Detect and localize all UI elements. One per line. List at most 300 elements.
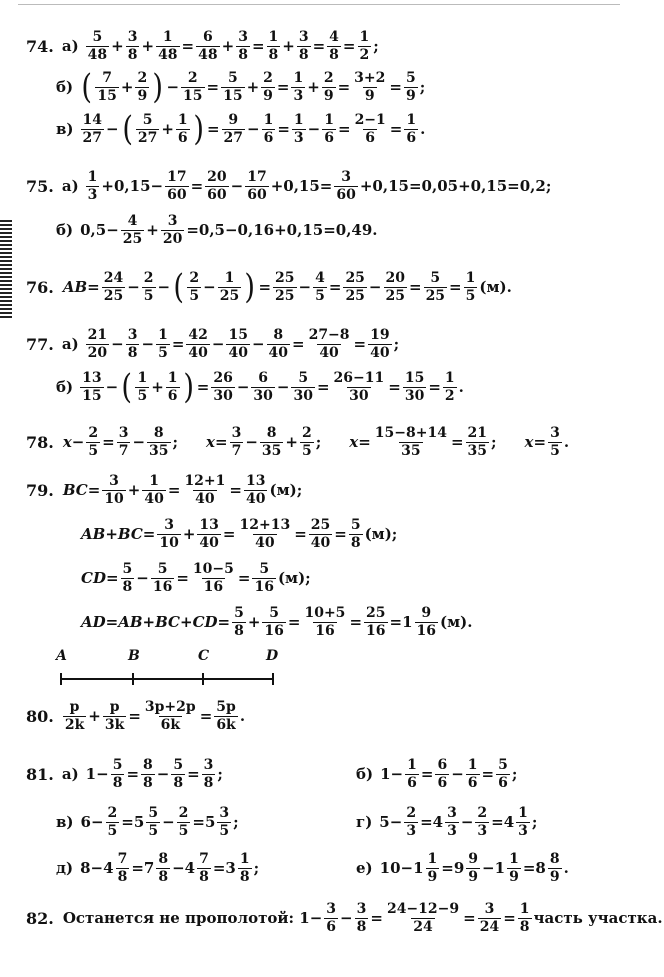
denominator: 30	[349, 387, 369, 404]
operator-text: =	[450, 433, 464, 452]
fraction	[445, 806, 459, 838]
numerator: 21	[467, 425, 487, 441]
denominator: 25	[103, 287, 124, 304]
denominator: 3k	[104, 716, 125, 733]
solution-line	[80, 562, 312, 594]
operator-text: =	[388, 378, 401, 396]
numerator: 2	[406, 805, 417, 821]
operator-text: =	[389, 120, 403, 138]
parenthesis: (	[173, 267, 185, 307]
parenthesis: (	[121, 109, 133, 149]
exercise-number: 75.	[26, 176, 54, 196]
fraction	[384, 271, 407, 303]
numerator: 3	[238, 29, 248, 45]
numerator: 1	[465, 269, 476, 286]
operator-text: ;	[393, 335, 400, 354]
numerator: 1	[177, 111, 188, 128]
operator-text: +0,15−	[101, 177, 164, 196]
numerator: 2	[137, 69, 148, 86]
operator-text: +	[111, 37, 124, 56]
fraction	[334, 170, 357, 202]
fraction	[157, 518, 180, 550]
denominator: 48	[158, 46, 178, 63]
numerator: 5	[259, 561, 270, 577]
operator-text: +	[247, 613, 261, 632]
numerator: 1	[407, 757, 417, 773]
expression	[379, 758, 518, 790]
operator-text: .	[458, 378, 464, 396]
solution-line	[26, 474, 303, 506]
fraction	[464, 271, 478, 303]
fraction	[121, 562, 135, 594]
fraction	[349, 518, 363, 550]
denominator: 60	[247, 186, 267, 203]
solution-line	[56, 806, 240, 838]
fraction	[252, 562, 275, 594]
solution-line	[26, 700, 246, 732]
operator-text: ;	[531, 813, 538, 832]
numerator: 14	[82, 111, 103, 128]
operator-text: x=	[206, 433, 228, 452]
operator-text: =8	[522, 859, 546, 878]
operator-text: =	[251, 37, 265, 56]
tick-b	[132, 673, 134, 685]
fraction	[313, 271, 327, 303]
numerator: 7	[199, 851, 209, 867]
operator-text: 0,5−	[80, 221, 119, 240]
operator-text: =	[292, 335, 305, 354]
denominator: 8	[234, 622, 244, 639]
fraction	[156, 30, 179, 62]
operator-text: −	[236, 378, 250, 396]
segment-line	[60, 678, 274, 680]
fraction	[86, 170, 100, 202]
operator-text: AB=	[62, 278, 100, 296]
denominator: 25	[122, 230, 143, 247]
expression	[85, 328, 400, 360]
denominator: 8	[356, 918, 367, 935]
fraction	[121, 214, 144, 246]
numerator: 1	[509, 851, 519, 867]
operator-text: −	[141, 335, 155, 354]
operator-text: −	[451, 765, 464, 784]
fraction	[322, 71, 336, 103]
numerator: 3+2	[354, 69, 386, 86]
numerator: 1	[519, 901, 530, 917]
operator-text: AB+BC=	[81, 525, 156, 544]
operator-text: −	[166, 78, 180, 96]
fraction	[86, 30, 109, 62]
denominator: 16	[416, 622, 436, 639]
solution-line	[26, 426, 570, 458]
fraction	[142, 474, 165, 506]
numerator: 3	[484, 901, 495, 917]
operator-text: AD=AB+BC+CD=	[81, 613, 231, 632]
denominator: 48	[198, 46, 218, 63]
operator-text: =	[312, 37, 326, 56]
fraction	[332, 371, 387, 403]
operator-text: 1−	[85, 765, 109, 784]
denominator: 6	[407, 774, 417, 791]
numerator: 1	[359, 29, 370, 45]
denominator: 3	[477, 822, 488, 839]
fraction	[226, 328, 249, 360]
fraction	[232, 606, 246, 638]
tick-c	[202, 673, 204, 685]
operator-text: =	[334, 525, 347, 544]
numerator: 5	[350, 517, 361, 533]
numerator: 3	[167, 213, 178, 229]
solution-line	[56, 109, 426, 149]
operator-text: BC=	[62, 481, 101, 500]
denominator: 35	[401, 442, 421, 459]
numerator: 3	[118, 425, 129, 441]
denominator: 6	[177, 129, 188, 146]
operator-text: +0,15=0,05+0,15=0,2;	[359, 177, 552, 196]
numerator: 9	[228, 111, 239, 128]
numerator: 25	[275, 269, 295, 286]
numerator: 2	[189, 269, 200, 286]
operator-text: =	[370, 909, 383, 928]
numerator: 8	[266, 425, 277, 441]
top-rule	[18, 4, 620, 5]
operator-text: −	[203, 278, 216, 296]
denominator: 40	[199, 534, 219, 551]
operator-text: +0,15=	[270, 177, 333, 196]
operator-text: =0,5−0,16+0,15=0,49.	[186, 221, 378, 240]
fraction	[518, 902, 532, 934]
denominator: 15	[97, 87, 117, 104]
operator-text: +	[307, 78, 320, 96]
operator-text: =	[287, 613, 301, 632]
denominator: 9	[468, 868, 479, 885]
operator-text: ;	[217, 765, 223, 784]
solution-line	[26, 30, 380, 62]
denominator: 16	[366, 622, 386, 639]
operator-text: +	[141, 37, 155, 56]
operator-text: =	[128, 707, 141, 726]
operator-text: 8−4	[80, 859, 114, 878]
operator-text: =	[449, 278, 462, 296]
parenthesis: )	[244, 267, 256, 307]
numerator: 25	[366, 605, 386, 621]
operator-text: =9	[441, 859, 465, 878]
operator-text: (м).	[440, 613, 473, 632]
fraction	[404, 113, 418, 145]
numerator: 10+5	[304, 605, 346, 621]
operator-text: (м);	[277, 569, 311, 588]
denominator: 3	[293, 129, 304, 146]
denominator: 5	[143, 287, 154, 304]
fraction	[171, 758, 185, 790]
denominator: 8	[239, 868, 250, 885]
fraction	[214, 700, 238, 732]
denominator: 9	[427, 868, 438, 885]
numerator: 12+1	[184, 473, 226, 489]
numerator: 6	[258, 369, 269, 386]
denominator: 3	[447, 822, 457, 839]
expression	[79, 214, 378, 246]
denominator: 15	[183, 87, 203, 104]
numerator: 8	[153, 425, 164, 441]
numerator: 20	[207, 169, 227, 185]
fraction	[161, 214, 184, 246]
denominator: 6	[365, 129, 376, 146]
denominator: 5	[107, 822, 118, 839]
fraction	[244, 474, 267, 506]
numerator: 2	[88, 425, 99, 441]
denominator: 30	[213, 387, 233, 404]
fraction	[435, 758, 449, 790]
fraction	[297, 30, 311, 62]
denominator: 40	[370, 344, 390, 361]
fraction	[191, 562, 236, 594]
numerator: 1	[467, 757, 478, 773]
expression	[79, 67, 426, 107]
fraction	[516, 806, 530, 838]
numerator: 21	[87, 327, 108, 343]
numerator: 20	[385, 269, 405, 286]
fraction	[196, 30, 219, 62]
numerator: 1	[293, 69, 304, 86]
denominator: 2k	[64, 716, 85, 733]
operator-text: ;	[253, 859, 260, 878]
tick-a	[60, 673, 62, 685]
numerator: 7	[117, 851, 128, 867]
fraction	[176, 113, 190, 145]
fraction	[238, 852, 252, 884]
denominator: 9	[405, 87, 416, 104]
numerator: p	[109, 699, 120, 715]
fraction	[135, 371, 149, 403]
numerator: 24−12−9	[386, 901, 460, 917]
denominator: 6	[324, 129, 334, 146]
numerator: 15	[228, 327, 248, 343]
fraction	[103, 700, 126, 732]
operator-text: ;	[315, 433, 322, 452]
fraction	[364, 606, 387, 638]
numerator: 42	[188, 327, 208, 343]
denominator: 30	[293, 387, 313, 404]
operator-text: =	[196, 378, 210, 396]
numerator: 5p	[216, 699, 236, 715]
operator-text: =	[206, 120, 220, 138]
numerator: 1	[162, 29, 173, 45]
operator-text: −	[298, 278, 312, 296]
operator-text: 1−	[380, 765, 404, 784]
operator-text: −	[156, 765, 170, 784]
numerator: 17	[247, 169, 267, 185]
parenthesis: )	[152, 67, 164, 107]
part-label: б)	[56, 78, 74, 96]
numerator: 1	[324, 111, 334, 128]
fraction	[141, 758, 155, 790]
fraction	[403, 371, 426, 403]
operator-text: =5	[121, 813, 145, 832]
numerator: 9	[468, 851, 479, 867]
fraction	[404, 806, 418, 838]
operator-text: −	[368, 278, 382, 296]
numerator: 3	[231, 425, 242, 441]
denominator: 8	[238, 46, 248, 63]
point-a-label: A	[56, 648, 67, 664]
operator-text: .	[239, 707, 246, 726]
fraction	[475, 806, 489, 838]
fraction	[111, 758, 125, 790]
operator-text: −	[245, 433, 258, 452]
fraction	[187, 271, 201, 303]
denominator: 8	[127, 46, 138, 63]
operator-text: =4	[420, 813, 444, 832]
fraction	[177, 806, 191, 838]
numerator: 3	[127, 29, 138, 45]
operator-text: +	[246, 78, 260, 96]
parenthesis: )	[192, 109, 204, 149]
numerator: 1	[167, 369, 178, 386]
solution-line	[56, 367, 465, 407]
numerator: 2	[143, 269, 154, 286]
fraction	[230, 426, 244, 458]
fraction	[81, 113, 104, 145]
denominator: 25	[385, 287, 405, 304]
expression	[79, 367, 465, 407]
numerator: 15	[404, 369, 425, 386]
fraction	[415, 606, 438, 638]
expression	[379, 852, 570, 884]
numerator: 5	[227, 69, 238, 86]
denominator: 8	[298, 46, 309, 63]
parenthesis: (	[121, 367, 133, 407]
operator-text: +	[221, 37, 235, 56]
numerator: 2	[323, 69, 334, 86]
numerator: 24	[103, 269, 124, 286]
fraction	[478, 902, 501, 934]
solution-line	[80, 606, 473, 638]
operator-text: =	[463, 909, 476, 928]
numerator: 3	[550, 425, 560, 441]
expression	[62, 267, 513, 307]
numerator: 2	[107, 805, 118, 821]
denominator: 8	[122, 578, 133, 595]
numerator: 3	[219, 805, 230, 821]
part-label: а)	[61, 335, 79, 354]
solution-line	[56, 67, 426, 107]
fraction	[251, 371, 274, 403]
operator-text: +	[88, 707, 101, 726]
exercise-number: 80.	[26, 706, 54, 726]
numerator: 5	[142, 111, 153, 128]
operator-text: =	[222, 525, 236, 544]
denominator: 5	[88, 442, 99, 459]
denominator: 8	[519, 918, 530, 935]
part-label: в)	[56, 813, 74, 832]
operator-text: ;	[172, 433, 179, 452]
denominator: 8	[173, 774, 184, 791]
fraction	[548, 426, 562, 458]
operator-text: +	[146, 221, 159, 240]
operator-text: −	[460, 813, 474, 832]
numerator: 5	[92, 29, 103, 45]
numerator: 1	[87, 169, 98, 185]
fraction	[267, 328, 290, 360]
denominator: 3	[406, 822, 417, 839]
fraction	[327, 30, 341, 62]
denominator: 9	[137, 87, 148, 104]
exercise-number: 79.	[26, 480, 54, 500]
solution-line	[80, 518, 398, 550]
numerator: 1	[224, 269, 235, 286]
fraction	[262, 606, 285, 638]
solution-line	[26, 170, 552, 202]
fraction	[186, 328, 209, 360]
numerator: 3	[447, 805, 457, 821]
fraction	[352, 71, 387, 103]
denominator: 6	[467, 774, 478, 791]
denominator: 3	[293, 87, 304, 104]
expression	[62, 474, 303, 506]
denominator: 30	[404, 387, 425, 404]
numerator: 3	[203, 757, 214, 773]
operator-text: =	[342, 37, 356, 56]
fraction	[142, 271, 156, 303]
operator-text: +	[285, 433, 298, 452]
operator-text: ;	[511, 765, 518, 784]
operator-text: +	[161, 120, 174, 138]
solution-line	[356, 806, 538, 838]
numerator: 13	[199, 517, 219, 533]
operator-text: =	[187, 765, 200, 784]
denominator: 5	[219, 822, 230, 839]
denominator: 6k	[216, 716, 236, 733]
point-b-label: B	[128, 648, 140, 664]
numerator: 8	[549, 851, 560, 867]
operator-text: ;	[233, 813, 239, 832]
solution-line	[56, 214, 379, 246]
exercise-number: 77.	[26, 334, 54, 354]
numerator: 5	[157, 561, 168, 577]
numerator: 3	[127, 327, 138, 343]
operator-text: (м);	[269, 481, 303, 500]
denominator: 8	[203, 774, 214, 791]
numerator: 1	[158, 327, 168, 343]
fraction	[181, 71, 204, 103]
denominator: 8	[112, 774, 123, 791]
denominator: 2	[444, 387, 455, 404]
fraction	[221, 71, 244, 103]
barcode-strip	[0, 220, 12, 320]
fraction	[117, 426, 131, 458]
denominator: 8	[268, 46, 279, 63]
fraction	[222, 113, 245, 145]
numerator: 8	[273, 327, 284, 343]
solution-line	[26, 267, 513, 307]
operator-text: =	[420, 765, 434, 784]
operator-text: Останется не прополотой: 1−	[62, 909, 323, 928]
fraction	[322, 113, 336, 145]
fraction	[309, 518, 332, 550]
denominator: 5	[137, 387, 148, 404]
numerator: 8	[143, 757, 153, 773]
operator-text: =	[237, 569, 251, 588]
operator-text: −	[105, 378, 119, 396]
fraction	[262, 113, 276, 145]
numerator: 26−11	[333, 369, 385, 386]
numerator: 5	[122, 561, 133, 577]
operator-text: =	[337, 120, 351, 138]
denominator: 6k	[160, 716, 181, 733]
fraction	[292, 113, 306, 145]
fraction	[217, 806, 231, 838]
